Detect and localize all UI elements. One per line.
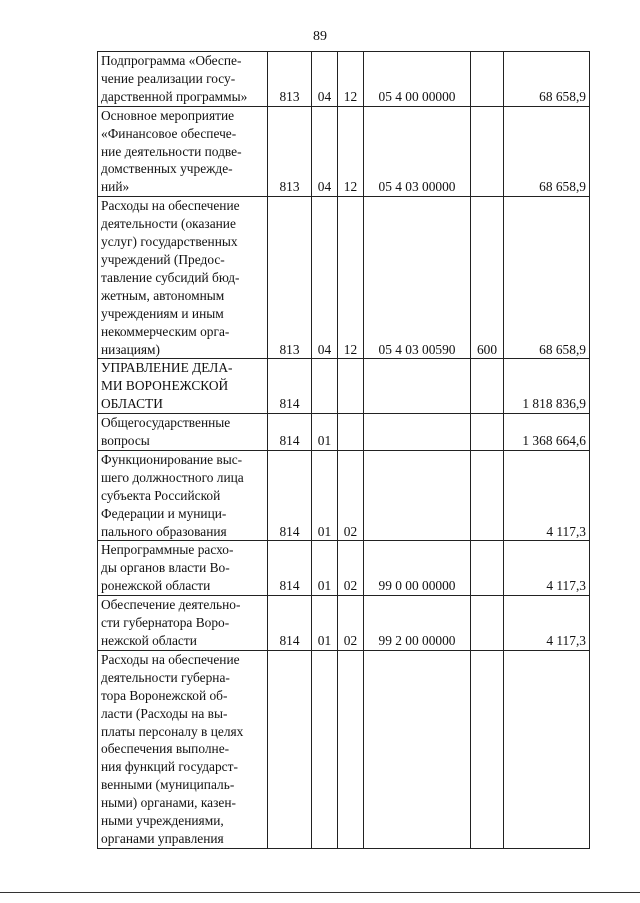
row-amount: 68 658,9 [504, 106, 590, 197]
row-expense-type-code: 600 [471, 197, 504, 359]
table-row [98, 106, 590, 197]
row-amount [504, 650, 590, 848]
row-target-article-code [364, 650, 471, 848]
row-subsection-code: 12 [338, 52, 364, 107]
row-name: Обеспечение деятельно- сти губернатора Воро- нежской области [98, 596, 268, 651]
budget-table [97, 51, 590, 849]
row-section-code: 01 [312, 450, 338, 541]
row-grbs-code: 814 [268, 596, 312, 651]
row-name: Функционирование выс- шего должностного лица субъекта Российской Федерации и муници- пального образования [98, 450, 268, 541]
row-target-article-code [364, 359, 471, 414]
row-name: Основное мероприятие «Финансовое обеспече- ние деятельности подве- домственных учрежде- ний» [98, 106, 268, 197]
row-grbs-code [268, 650, 312, 848]
row-subsection-code: 02 [338, 541, 364, 596]
row-subsection-code: 12 [338, 197, 364, 359]
row-target-article-code: 99 2 00 00000 [364, 596, 471, 651]
row-name: УПРАВЛЕНИЕ ДЕЛА- МИ ВОРОНЕЖСКОЙ ОБЛАСТИ [98, 359, 268, 414]
table-row [98, 414, 590, 451]
row-grbs-code: 813 [268, 52, 312, 107]
row-section-code: 04 [312, 106, 338, 197]
row-subsection-code [338, 359, 364, 414]
row-grbs-code: 814 [268, 359, 312, 414]
row-name: Непрограммные расхо- ды органов власти Во- ронежской области [98, 541, 268, 596]
row-subsection-code: 02 [338, 450, 364, 541]
row-amount: 4 117,3 [504, 450, 590, 541]
table-row [98, 596, 590, 651]
row-amount: 4 117,3 [504, 541, 590, 596]
table-row [98, 197, 590, 359]
row-name: Расходы на обеспечение деятельности (оказание услуг) государственных учреждений (Предос- тавление субсидий бюд- жетным, автономным учреждениям и иным некоммерческим орга- низациям) [98, 197, 268, 359]
row-expense-type-code [471, 541, 504, 596]
row-subsection-code: 02 [338, 596, 364, 651]
row-amount: 1 818 836,9 [504, 359, 590, 414]
row-grbs-code: 814 [268, 450, 312, 541]
row-expense-type-code [471, 450, 504, 541]
row-grbs-code: 814 [268, 541, 312, 596]
row-expense-type-code [471, 650, 504, 848]
row-section-code: 01 [312, 596, 338, 651]
row-expense-type-code [471, 414, 504, 451]
table-row [98, 359, 590, 414]
row-name: Расходы на обеспечение деятельности губерна- тора Воронежской об- ласти (Расходы на вы- платы персоналу в целях обеспечения выполне- ния функций государст- венными (муниципаль- ными) органами, казен- ными учреждениями, органами управления [98, 650, 268, 848]
row-amount: 68 658,9 [504, 52, 590, 107]
row-section-code [312, 359, 338, 414]
row-target-article-code: 05 4 00 00000 [364, 52, 471, 107]
table-row [98, 52, 590, 107]
row-target-article-code [364, 414, 471, 451]
row-section-code: 04 [312, 52, 338, 107]
row-subsection-code: 12 [338, 106, 364, 197]
row-expense-type-code [471, 596, 504, 651]
row-section-code: 04 [312, 197, 338, 359]
row-section-code: 01 [312, 541, 338, 596]
row-name: Подпрограмма «Обеспе- чение реализации госу- дарственной программы» [98, 52, 268, 107]
row-section-code [312, 650, 338, 848]
table-row [98, 541, 590, 596]
row-name: Общегосударственные вопросы [98, 414, 268, 451]
row-amount: 1 368 664,6 [504, 414, 590, 451]
table-row [98, 450, 590, 541]
row-target-article-code [364, 450, 471, 541]
page-number: 89 [313, 29, 327, 44]
row-expense-type-code [471, 359, 504, 414]
row-grbs-code: 813 [268, 106, 312, 197]
row-section-code: 01 [312, 414, 338, 451]
footer-rule [0, 892, 640, 893]
row-target-article-code: 99 0 00 00000 [364, 541, 471, 596]
row-amount: 4 117,3 [504, 596, 590, 651]
row-expense-type-code [471, 52, 504, 107]
row-subsection-code [338, 650, 364, 848]
row-target-article-code: 05 4 03 00000 [364, 106, 471, 197]
row-target-article-code: 05 4 03 00590 [364, 197, 471, 359]
table-row [98, 650, 590, 848]
budget-table-body [98, 52, 590, 849]
row-subsection-code [338, 414, 364, 451]
row-grbs-code: 813 [268, 197, 312, 359]
row-grbs-code: 814 [268, 414, 312, 451]
row-amount: 68 658,9 [504, 197, 590, 359]
row-expense-type-code [471, 106, 504, 197]
